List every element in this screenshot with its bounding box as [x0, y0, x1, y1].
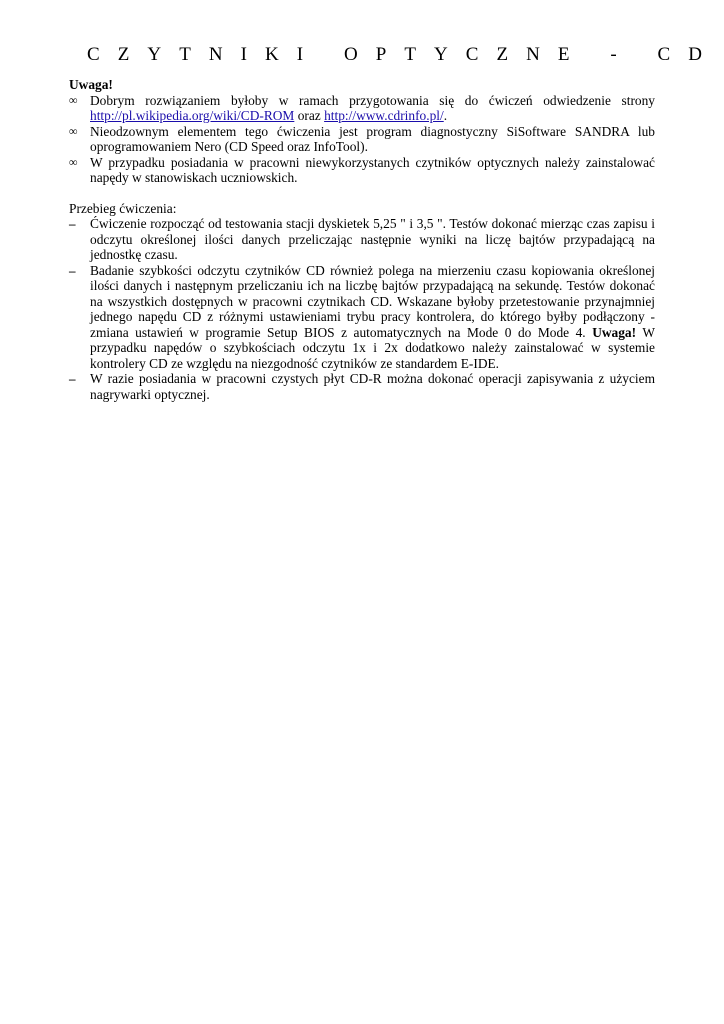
wikipedia-cd-rom-link[interactable]: http://pl.wikipedia.org/wiki/CD-ROM: [90, 108, 295, 123]
list-item-text: W razie posiadania w pracowni czystych płyt CD-R można dokonać operacji zapisywania z użyciem nagrywarki optycznej.: [90, 371, 655, 402]
list-item-text: oraz: [294, 108, 325, 123]
list-item: [69, 371, 655, 402]
page-title: CZYTNIKI OPTYCZNE - CD: [87, 44, 721, 65]
list-item-text: Nieodzownym elementem tego ćwiczenia jest program diagnostyczny SiSoftware SANDRA lub oprogramowaniem Nero (CD Speed oraz InfoTool).: [90, 123, 655, 154]
procedure-list: [69, 216, 655, 402]
dash-bullet-icon: –: [69, 216, 76, 231]
warning-list: [69, 93, 655, 186]
infinity-bullet-icon: ∞: [69, 123, 78, 138]
list-item: [69, 93, 655, 124]
list-item: [69, 263, 655, 372]
procedure-heading: Przebieg ćwiczenia:: [69, 200, 177, 216]
warning-section: [69, 77, 655, 402]
dash-bullet-icon: –: [69, 262, 76, 278]
infinity-bullet-icon: ∞: [69, 154, 78, 169]
list-item: [69, 216, 655, 263]
warning-heading: Uwaga!: [69, 77, 113, 92]
list-item-text: Badanie szybkości odczytu czytników CD również polega na mierzeniu czasu kopiowania określonej ilości danych i następnym przeliczaniu ich na liczbę bajtów przypadającą na sekundę. Testów dokonać na wszystkich dostępnych w pracowni czytnikach CD. Wskazane byłoby przetestowanie przynajmniej jednego napędu CD z różnymi ustawieniami trybu pracy kontrolera, do którego byłby podłączony - zmiana ustawień w programie Setup BIOS z automatycznych na Mode 0 do Mode 4.: [90, 262, 655, 340]
list-item-text: W przypadku posiadania w pracowni niewykorzystanych czytników optycznych należy zainstalować napędy w stanowiskach uczniowskich.: [90, 154, 655, 185]
list-item: [69, 155, 655, 186]
list-item-text: Dobrym rozwiązaniem byłoby w ramach przygotowania się do ćwiczeń odwiedzenie strony: [90, 92, 655, 108]
section-spacer: [69, 186, 655, 201]
list-item-text: Ćwiczenie rozpocząć od testowania stacji dyskietek 5,25 " i 3,5 ". Testów dokonać mierząc czas zapisu i odczytu określonej ilości danych przeliczając następnie wyniki na liczę bajtów przypadającą na jednostkę czasu.: [90, 216, 655, 262]
list-item: [69, 124, 655, 155]
dash-bullet-icon: –: [69, 371, 76, 386]
cdrinfo-link[interactable]: http://www.cdrinfo.pl/: [324, 108, 444, 123]
infinity-bullet-icon: ∞: [69, 92, 78, 107]
warning-inline-bold: Uwaga!: [592, 324, 637, 340]
list-item-text: .: [443, 108, 448, 123]
list-item-text: W przypadku napędów o szybkościach odczytu 1x i 2x dodatkowo należy zainstalować w systemie kontrolery CD ze względu na niezgodność czytników ze standardem E-IDE.: [90, 324, 655, 371]
